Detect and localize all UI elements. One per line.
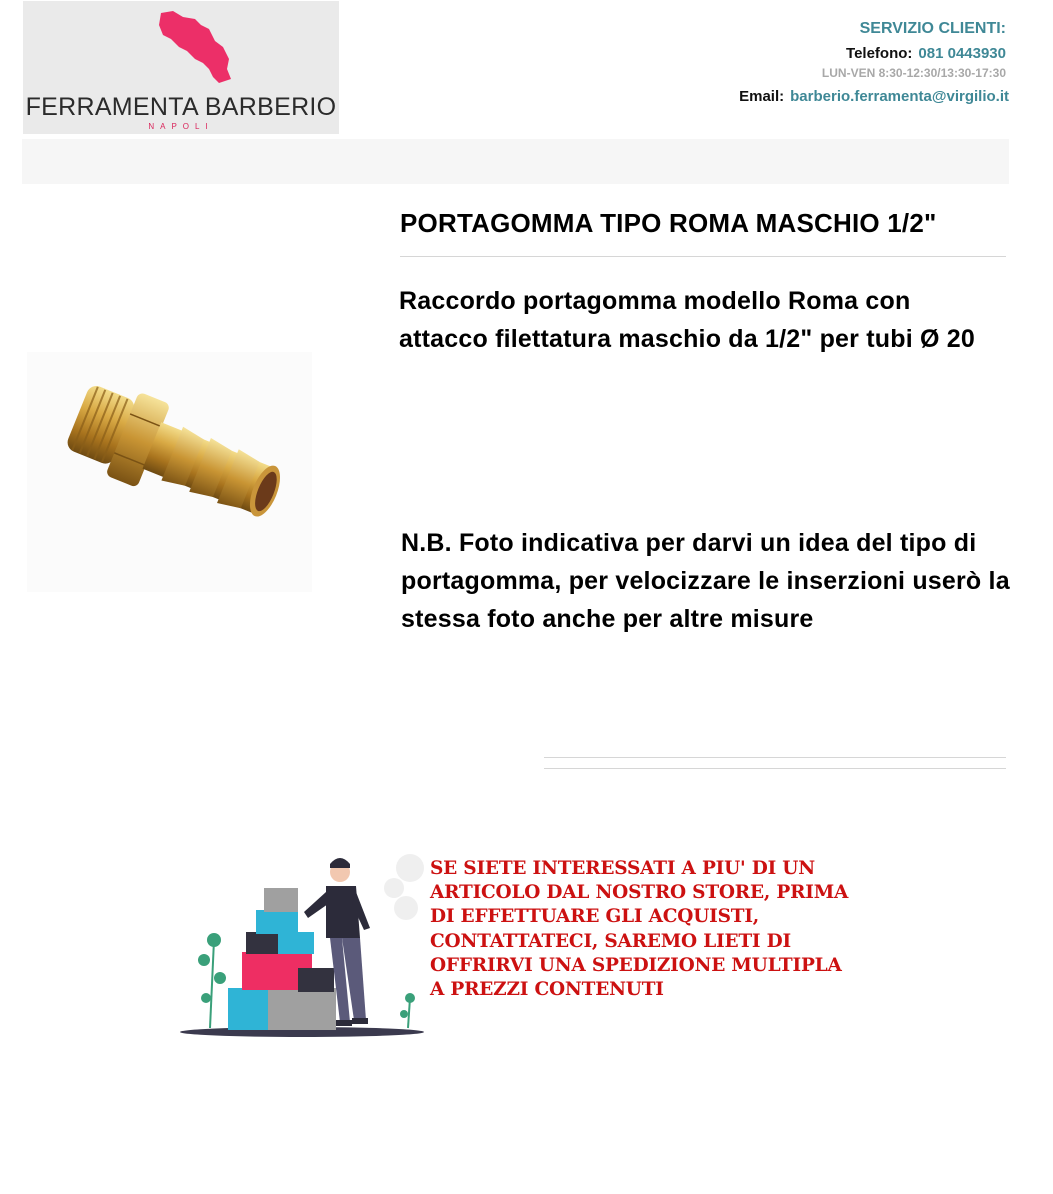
brass-hose-fitting-image [27,352,312,592]
phone-label: Telefono: [846,45,913,62]
email-link[interactable]: barberio.ferramenta@virgilio.it [790,88,1009,105]
promo-message [430,857,890,1002]
person-with-boxes-illustration [180,848,430,1038]
promo-line: OFFRIRVI UNA SPEDIZIONE MULTIPLA [430,954,842,976]
product-note: N.B. Foto indicativa per darvi un idea del tipo di portagomma, per velocizzare le inserzioni userò la stessa foto anche per altre misure [401,529,1010,633]
promo-line: SE SIETE INTERESSATI A PIU' DI UN [430,858,815,879]
customer-service-title: SERVIZIO CLIENTI: [859,20,1006,37]
product-title: PORTAGOMMA TIPO ROMA MASCHIO 1/2" [400,208,937,238]
navigation-bar [22,139,1009,184]
email-line [739,88,1009,105]
divider [544,757,1006,758]
phone-line [846,45,1006,62]
promo-line: DI EFFETTUARE GLI ACQUISTI, [430,906,760,928]
opening-hours: LUN-VEN 8:30-12:30/13:30-17:30 [821,66,1006,80]
promo-illustration [180,848,430,1038]
promo-line: ARTICOLO DAL NOSTRO STORE, PRIMA [430,882,849,904]
campania-map-icon [153,7,233,87]
store-logo[interactable] [23,1,339,134]
divider [544,768,1006,769]
divider [400,256,1006,257]
promo-line: A PREZZI CONTENUTI [430,979,664,1001]
logo-name: FERRAMENTA BARBERIO [25,93,337,121]
logo-city: NAPOLI [148,122,214,131]
product-description: Raccordo portagomma modello Roma con attacco filettatura maschio da 1/2" per tubi Ø 20 [399,287,975,353]
phone-link[interactable]: 081 0443930 [918,45,1006,62]
email-label: Email: [739,88,785,105]
product-photo [27,352,312,592]
promo-line: CONTATTATECI, SAREMO LIETI DI [430,930,791,952]
